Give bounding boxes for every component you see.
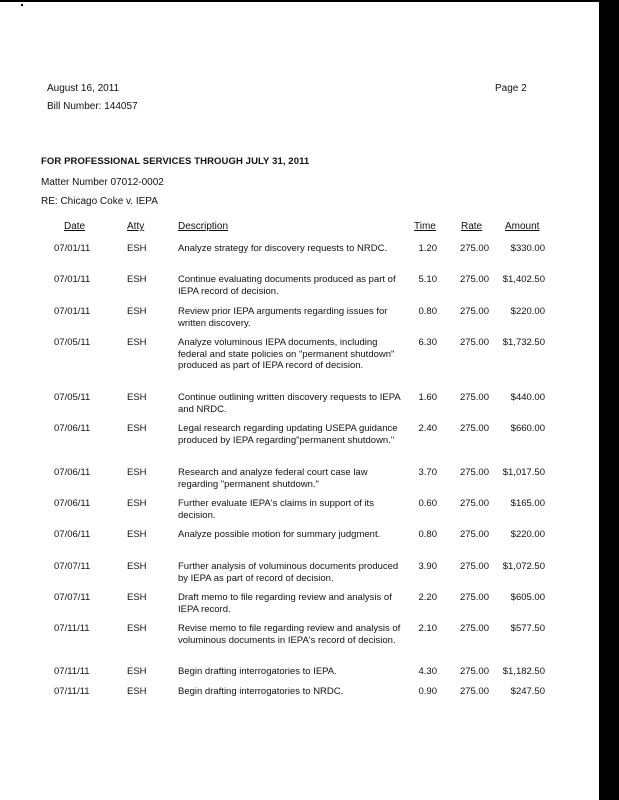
entry-date: 07/01/11 — [54, 306, 91, 317]
entry-date: 07/01/11 — [54, 274, 91, 285]
entry-time: 0.60 — [418, 498, 437, 509]
scan-top-border — [0, 0, 599, 2]
entry-description: Revise memo to file regarding review and analysis of voluminous documents in IEPA's record of decision. — [178, 623, 401, 646]
entry-description: Continue outlining written discovery requests to IEPA and NRDC. — [178, 392, 401, 415]
entry-rate: 275.00 — [459, 337, 489, 348]
page-number: Page 2 — [495, 83, 527, 94]
column-header-amount: Amount — [505, 221, 540, 232]
entry-date: 07/07/11 — [54, 561, 91, 572]
entry-rate: 275.00 — [459, 392, 489, 403]
entry-date: 07/05/11 — [54, 392, 91, 403]
entry-time: 3.70 — [418, 467, 437, 478]
entry-date: 07/01/11 — [54, 243, 91, 254]
entry-atty: ESH — [127, 306, 147, 317]
column-header-rate: Rate — [461, 221, 483, 232]
entry-rate: 275.00 — [459, 686, 489, 697]
bill-number: Bill Number: 144057 — [47, 101, 138, 112]
entry-time: 2.20 — [418, 592, 437, 603]
entry-date: 07/06/11 — [54, 498, 91, 509]
entry-time: 0.80 — [418, 529, 437, 540]
entry-date: 07/11/11 — [54, 623, 90, 634]
entry-amount: $1,182.50 — [502, 666, 545, 677]
entry-description: Review prior IEPA arguments regarding issues for written discovery. — [178, 306, 388, 329]
column-header-atty: Atty — [127, 221, 145, 232]
entry-description: Begin drafting interrogatories to IEPA. — [178, 666, 337, 677]
entry-atty: ESH — [127, 623, 147, 634]
entry-atty: ESH — [127, 467, 147, 478]
invoice-date: August 16, 2011 — [47, 83, 120, 94]
entry-description: Analyze possible motion for summary judgment. — [178, 529, 381, 540]
entry-atty: ESH — [127, 666, 147, 677]
entry-rate: 275.00 — [459, 592, 489, 603]
entry-date: 07/06/11 — [54, 423, 91, 434]
entry-amount: $220.00 — [510, 306, 545, 317]
entry-description: Continue evaluating documents produced as part of IEPA record of decision. — [178, 274, 396, 297]
entry-atty: ESH — [127, 243, 147, 254]
entry-date: 07/11/11 — [54, 686, 90, 697]
entry-description: Analyze strategy for discovery requests to NRDC. — [178, 243, 388, 254]
entry-atty: ESH — [127, 498, 147, 509]
entry-rate: 275.00 — [459, 529, 489, 540]
entry-time: 3.90 — [418, 561, 437, 572]
matter-number: Matter Number 07012-0002 — [41, 177, 164, 188]
entry-date: 07/06/11 — [54, 529, 91, 540]
entry-description: Research and analyze federal court case law regarding "permanent shutdown." — [178, 467, 368, 490]
entry-description: Analyze voluminous IEPA documents, including federal and state policies on "permanent shutdown" produced as part of IEPA record of decision. — [178, 337, 395, 371]
entry-description: Begin drafting interrogatories to NRDC. — [178, 686, 344, 697]
entry-amount: $330.00 — [510, 243, 545, 254]
section-title: FOR PROFESSIONAL SERVICES THROUGH JULY 31, 2011 — [41, 156, 310, 167]
entry-time: 0.90 — [418, 686, 437, 697]
entry-time: 2.40 — [418, 423, 437, 434]
column-header-date: Date — [64, 221, 86, 232]
entry-rate: 275.00 — [459, 306, 489, 317]
entry-amount: $165.00 — [510, 498, 545, 509]
entry-time: 0.80 — [418, 306, 437, 317]
entry-amount: $577.50 — [510, 623, 545, 634]
entry-rate: 275.00 — [459, 623, 489, 634]
entry-time: 4.30 — [418, 666, 437, 677]
entry-date: 07/11/11 — [54, 666, 90, 677]
entry-amount: $1,072.50 — [502, 561, 545, 572]
entry-description: Legal research regarding updating USEPA guidance produced by IEPA regarding"permanent shutdown." — [178, 423, 398, 446]
entry-atty: ESH — [127, 686, 147, 697]
entry-amount: $247.50 — [510, 686, 545, 697]
scan-right-border — [599, 0, 619, 800]
entry-date: 07/06/11 — [54, 467, 91, 478]
entry-atty: ESH — [127, 274, 147, 285]
entry-description: Further evaluate IEPA's claims in support of its decision. — [178, 498, 374, 521]
entry-atty: ESH — [127, 423, 147, 434]
entry-amount: $1,017.50 — [502, 467, 545, 478]
entry-rate: 275.00 — [459, 666, 489, 677]
scan-speck — [21, 4, 23, 6]
entry-description: Draft memo to file regarding review and analysis of IEPA record. — [178, 592, 392, 615]
entry-atty: ESH — [127, 592, 147, 603]
entry-atty: ESH — [127, 337, 147, 348]
entry-atty: ESH — [127, 561, 147, 572]
re-line: RE: Chicago Coke v. IEPA — [41, 196, 158, 207]
entry-time: 1.20 — [418, 243, 437, 254]
entry-time: 1.60 — [418, 392, 437, 403]
entry-amount: $1,732.50 — [502, 337, 545, 348]
entry-amount: $660.00 — [510, 423, 545, 434]
entry-amount: $440.00 — [510, 392, 545, 403]
entry-date: 07/05/11 — [54, 337, 91, 348]
entry-rate: 275.00 — [459, 274, 489, 285]
entry-rate: 275.00 — [459, 561, 489, 572]
entry-rate: 275.00 — [459, 243, 489, 254]
entry-time: 2.10 — [418, 623, 437, 634]
column-header-time: Time — [414, 221, 436, 232]
entry-date: 07/07/11 — [54, 592, 91, 603]
entry-time: 6.30 — [418, 337, 437, 348]
entry-time: 5.10 — [418, 274, 437, 285]
entry-rate: 275.00 — [459, 498, 489, 509]
entry-rate: 275.00 — [459, 423, 489, 434]
column-header-description: Description — [178, 221, 229, 232]
entry-atty: ESH — [127, 392, 147, 403]
entry-rate: 275.00 — [459, 467, 489, 478]
entry-amount: $605.00 — [510, 592, 545, 603]
entry-amount: $220.00 — [510, 529, 545, 540]
entry-description: Further analysis of voluminous documents produced by IEPA as part of record of decision. — [178, 561, 399, 584]
entry-atty: ESH — [127, 529, 147, 540]
entry-amount: $1,402.50 — [502, 274, 545, 285]
